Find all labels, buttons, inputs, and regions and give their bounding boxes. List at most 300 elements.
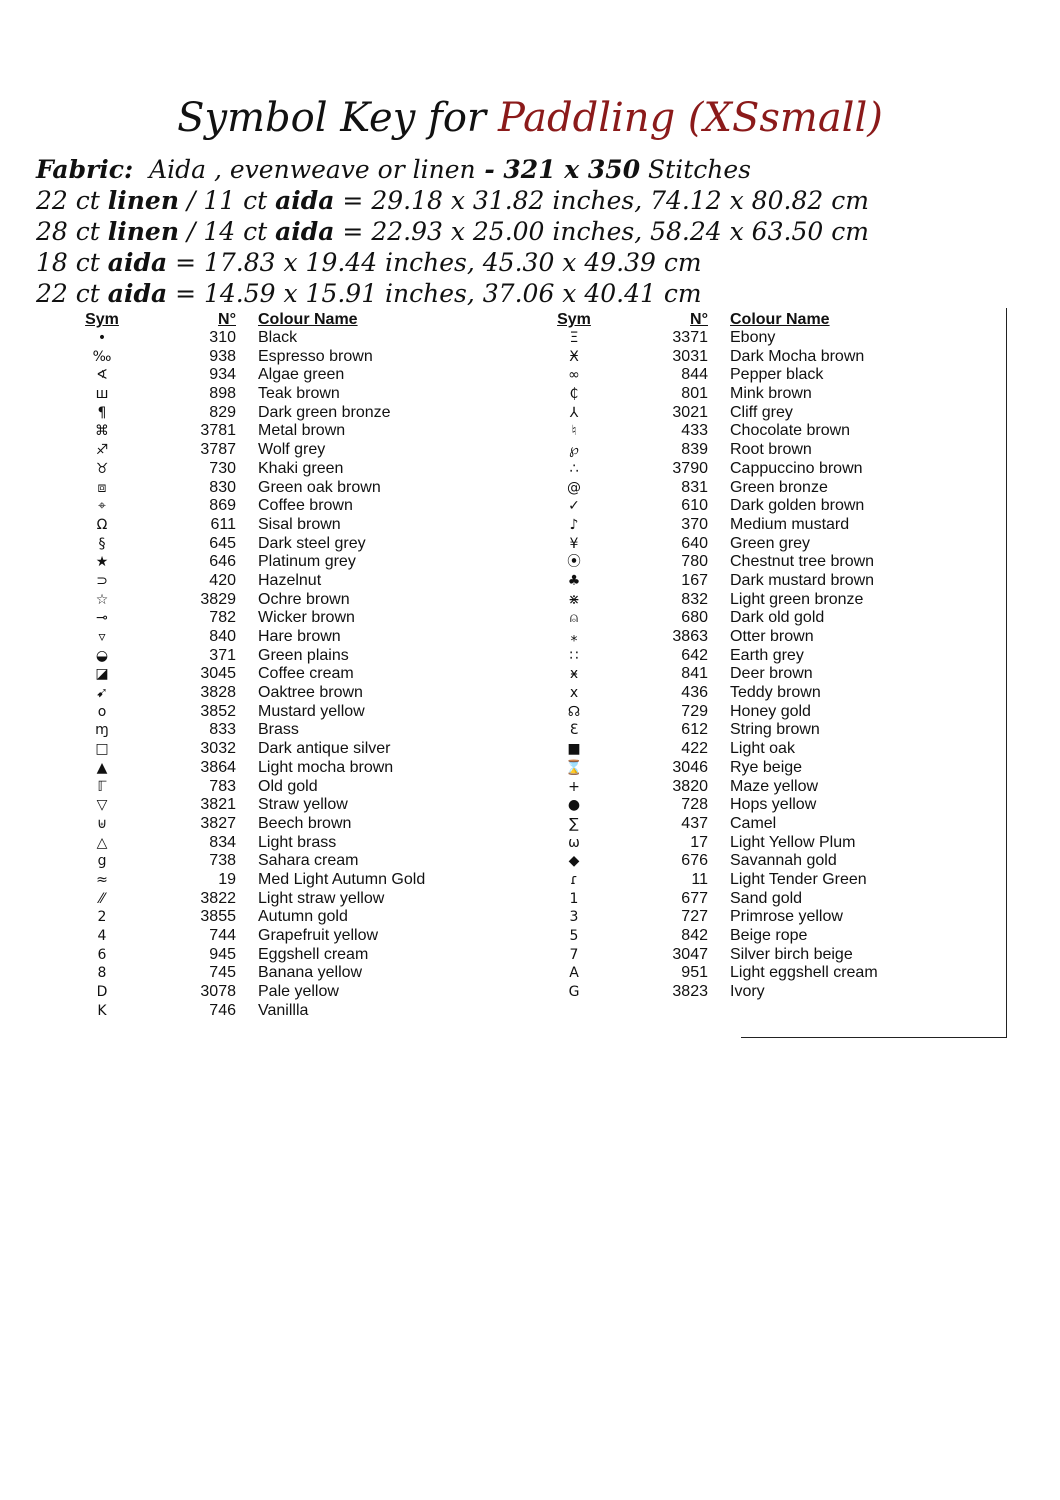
count-text: / 14 ct <box>179 217 276 246</box>
colour-name-cell: Green oak brown <box>258 478 381 496</box>
symbol-cell: 3 <box>569 909 579 926</box>
table-row <box>548 684 990 703</box>
pattern-name: Paddling (XSsmall) <box>498 95 883 141</box>
number-cell: 934 <box>209 366 236 384</box>
number-cell: 3078 <box>200 983 236 1001</box>
number-cell: 938 <box>209 347 236 365</box>
symbol-cell: ⦿ <box>567 554 581 571</box>
table-row <box>76 759 518 778</box>
table-row <box>548 890 990 909</box>
number-cell: 420 <box>209 571 236 589</box>
fabric-aida: aida <box>275 186 335 215</box>
symbol-cell: ⌘ <box>95 423 109 440</box>
colour-name-cell: Algae green <box>258 366 345 384</box>
number-cell: 898 <box>209 385 236 403</box>
colour-name-cell: Light oak <box>730 740 795 758</box>
colour-name-cell: Light Tender Green <box>730 870 867 888</box>
table-row <box>76 647 518 666</box>
symbol-cell: Ӿ <box>569 348 579 365</box>
number-cell: 869 <box>209 497 236 515</box>
colour-name-cell: Brass <box>258 721 299 739</box>
number-cell: 841 <box>681 665 708 683</box>
colour-name-cell: Hazelnut <box>258 571 322 589</box>
table-row <box>548 628 990 647</box>
symbol-cell: ∢ <box>96 367 108 384</box>
number-cell: 3032 <box>200 740 236 758</box>
number-cell: 422 <box>681 740 708 758</box>
symbol-cell: ♉ <box>95 460 109 477</box>
table-row <box>548 703 990 722</box>
table-row <box>76 890 518 909</box>
symbol-cell: ∑ <box>569 815 579 832</box>
number-cell: 829 <box>209 403 236 421</box>
number-cell: 3031 <box>672 347 708 365</box>
symbol-cell: ‰ <box>92 348 112 365</box>
symbol-cell: 4 <box>97 928 107 944</box>
number-cell: 782 <box>209 609 236 627</box>
symbol-cell: K <box>97 1002 107 1019</box>
colour-name-cell: Dark steel grey <box>258 534 366 552</box>
symbol-cell: 1 <box>569 890 579 907</box>
key-header <box>76 310 518 329</box>
colour-name-cell: Chestnut tree brown <box>730 553 875 571</box>
number-cell: 951 <box>681 964 708 982</box>
colour-name-cell: Cliff grey <box>730 403 793 421</box>
symbol-cell: D <box>96 984 108 1001</box>
table-row <box>548 983 990 1002</box>
colour-name-cell: Straw yellow <box>258 796 348 814</box>
table-row <box>76 628 518 647</box>
colour-name-cell: Platinum grey <box>258 553 356 571</box>
fabric-types: Aida , evenweave or linen <box>149 155 476 184</box>
number-cell: 3864 <box>200 758 236 776</box>
symbol-cell: ⁎ <box>570 629 578 645</box>
count-text: 22 ct <box>36 186 108 215</box>
symbol-cell: ₵ <box>569 386 579 403</box>
number-cell: 3046 <box>672 758 708 776</box>
table-row <box>548 404 990 423</box>
table-row <box>76 946 518 965</box>
colour-name-cell: Sahara cream <box>258 852 359 870</box>
dimensions-text: = 22.93 x 25.00 inches, 58.24 x 63.50 cm <box>334 217 869 246</box>
colour-name-cell: Vanillla <box>258 1001 309 1019</box>
colour-name-cell: Chocolate brown <box>730 422 851 440</box>
symbol-cell: ⧈ <box>97 479 107 496</box>
symbol-cell: 8 <box>97 965 107 982</box>
colour-name-cell: Light brass <box>258 833 337 851</box>
number-cell: 801 <box>681 385 708 403</box>
table-row <box>548 946 990 965</box>
colour-name-cell: Pale yellow <box>258 983 339 1001</box>
border-line <box>741 1037 1007 1038</box>
colour-name-cell: Green grey <box>730 534 811 552</box>
number-cell: 436 <box>681 684 708 702</box>
number-cell: 3790 <box>672 459 708 477</box>
number-cell: 3823 <box>672 983 708 1001</box>
table-row <box>548 422 990 441</box>
table-row <box>76 366 518 385</box>
number-cell: 17 <box>690 833 708 851</box>
symbol-cell: ш <box>95 386 109 403</box>
number-cell: 310 <box>209 329 236 346</box>
table-row <box>76 591 518 610</box>
table-row <box>548 366 990 385</box>
symbol-cell: ∞ <box>568 367 580 384</box>
table-row <box>548 516 990 535</box>
colour-name-cell: Sisal brown <box>258 515 341 533</box>
table-row <box>76 927 518 946</box>
fabric-aida: aida <box>275 217 335 246</box>
symbol-cell: ★ <box>95 554 109 571</box>
header-sym: Sym <box>85 311 119 328</box>
number-cell: 437 <box>681 814 708 832</box>
symbol-cell: ■ <box>567 741 581 758</box>
colour-name-cell: Autumn gold <box>258 908 348 926</box>
table-row <box>76 572 518 591</box>
fabric-linen: linen <box>107 217 180 246</box>
colour-name-cell: String brown <box>730 721 820 739</box>
number-cell: 738 <box>209 852 236 870</box>
number-cell: 3021 <box>672 403 708 421</box>
symbol-cell: ◒ <box>95 647 109 664</box>
number-cell: 3855 <box>200 908 236 926</box>
table-row <box>76 778 518 797</box>
table-row <box>548 740 990 759</box>
colour-name-cell: Savannah gold <box>730 852 837 870</box>
symbol-cell: ⅄ <box>569 404 579 421</box>
symbol-cell: x <box>569 685 579 702</box>
symbol-cell: ℾ <box>97 778 107 795</box>
table-row <box>76 404 518 423</box>
symbol-cell: ɱ <box>95 722 109 739</box>
colour-name-cell: Root brown <box>730 441 812 459</box>
symbol-cell: ♪ <box>569 516 579 533</box>
symbol-cell: 2 <box>97 909 107 926</box>
table-row <box>76 535 518 554</box>
table-row <box>76 553 518 572</box>
number-cell: 3822 <box>200 889 236 907</box>
number-cell: 371 <box>209 646 236 664</box>
page-title <box>0 92 1060 144</box>
colour-name-cell: Dark Mocha brown <box>730 347 865 365</box>
table-row <box>76 703 518 722</box>
number-cell: 746 <box>209 1001 236 1019</box>
symbol-cell: @ <box>567 479 581 496</box>
colour-name-cell: Green bronze <box>730 478 828 496</box>
fabric-line <box>36 154 1036 185</box>
size-line-4 <box>36 278 1036 309</box>
table-row <box>76 834 518 853</box>
number-cell: 3787 <box>200 441 236 459</box>
table-row <box>548 759 990 778</box>
table-row <box>548 591 990 610</box>
dimensions-text: = 17.83 x 19.44 inches, 45.30 x 49.39 cm <box>167 248 702 277</box>
table-row <box>548 497 990 516</box>
colour-name-cell: Old gold <box>258 777 318 795</box>
colour-name-cell: Coffee cream <box>258 665 354 683</box>
colour-name-cell: Hops yellow <box>730 796 817 814</box>
table-row <box>548 721 990 740</box>
fabric-info <box>36 154 1036 309</box>
number-cell: 3781 <box>200 422 236 440</box>
symbol-cell: ● <box>567 797 581 814</box>
table-row <box>76 684 518 703</box>
number-cell: 832 <box>681 590 708 608</box>
number-cell: 744 <box>209 927 236 944</box>
number-cell: 833 <box>209 721 236 739</box>
symbol-cell: ց <box>97 853 107 870</box>
colour-name-cell: Wicker brown <box>258 609 355 627</box>
number-cell: 839 <box>681 441 708 459</box>
colour-name-cell: Honey gold <box>730 702 811 720</box>
number-cell: 646 <box>209 553 236 571</box>
symbol-cell: ⍝ <box>569 610 579 627</box>
colour-name-cell: Primrose yellow <box>730 908 843 926</box>
symbol-cell: Ɛ <box>569 722 579 739</box>
number-cell: 840 <box>209 628 236 645</box>
number-cell: 3852 <box>200 702 236 720</box>
symbol-cell: ▲ <box>96 759 108 776</box>
number-cell: 370 <box>681 515 708 533</box>
table-row <box>76 815 518 834</box>
symbol-cell: ▽ <box>96 797 108 814</box>
table-row <box>76 740 518 759</box>
symbol-cell: ɾ <box>570 871 578 888</box>
symbol-cell: 5 <box>569 928 579 944</box>
number-cell: 610 <box>681 497 708 515</box>
symbol-cell: 6 <box>97 946 107 963</box>
colour-name-cell: Light straw yellow <box>258 889 385 907</box>
table-row <box>548 796 990 815</box>
colour-name-cell: Eggshell cream <box>258 945 369 963</box>
colour-name-cell: Khaki green <box>258 459 344 477</box>
symbol-cell: ∴ <box>569 460 579 477</box>
number-cell: 727 <box>681 908 708 926</box>
table-row <box>76 609 518 628</box>
colour-name-cell: Camel <box>730 814 777 832</box>
symbol-key-left <box>76 310 518 1020</box>
colour-name-cell: Otter brown <box>730 628 814 645</box>
table-row <box>76 1002 518 1021</box>
key-header <box>548 310 990 329</box>
symbol-cell: □ <box>95 741 109 758</box>
colour-name-cell: Dark golden brown <box>730 497 865 515</box>
table-row <box>548 609 990 628</box>
title-prefix: Symbol Key for <box>177 95 487 141</box>
symbol-cell: ⊎ <box>96 815 108 832</box>
colour-name-cell: Wolf grey <box>258 441 326 459</box>
number-cell: 729 <box>681 702 708 720</box>
symbol-cell: ◪ <box>95 666 109 683</box>
table-row <box>548 871 990 890</box>
colour-name-cell: Sand gold <box>730 889 803 907</box>
fabric-label: Fabric: <box>36 155 134 184</box>
number-cell: 844 <box>681 366 708 384</box>
count-text: 28 ct <box>36 217 108 246</box>
number-cell: 728 <box>681 796 708 814</box>
table-row <box>76 422 518 441</box>
table-row <box>548 553 990 572</box>
symbol-cell: ♐ <box>95 442 109 459</box>
symbol-cell: ➹ <box>96 685 108 702</box>
colour-name-cell: Earth grey <box>730 646 804 664</box>
symbol-cell: △ <box>96 834 108 851</box>
stitch-size: 321 x 350 <box>503 155 641 184</box>
table-row <box>548 834 990 853</box>
number-cell: 3863 <box>672 628 708 645</box>
table-row <box>76 908 518 927</box>
colour-name-cell: Grapefruit yellow <box>258 927 379 944</box>
table-row <box>76 497 518 516</box>
colour-name-cell: Dark old gold <box>730 609 825 627</box>
number-cell: 167 <box>681 571 708 589</box>
symbol-cell: ω <box>568 834 580 851</box>
number-cell: 642 <box>681 646 708 664</box>
colour-name-cell: Coffee brown <box>258 497 353 515</box>
stitch-unit: Stitches <box>640 155 751 184</box>
symbol-cell: ⌖ <box>98 498 106 515</box>
table-row <box>76 348 518 367</box>
number-cell: 730 <box>209 459 236 477</box>
colour-name-cell: Maze yellow <box>730 777 819 795</box>
number-cell: 3371 <box>672 329 708 346</box>
table-row <box>548 927 990 946</box>
symbol-cell: ⊃ <box>96 572 108 589</box>
table-row <box>548 665 990 684</box>
number-cell: 611 <box>210 515 236 533</box>
number-cell: 3827 <box>200 814 236 832</box>
fabric-aida: aida <box>107 279 168 308</box>
colour-name-cell: Light Yellow Plum <box>730 833 856 851</box>
colour-name-cell: Dark antique silver <box>258 740 391 758</box>
table-row <box>548 815 990 834</box>
symbol-cell: ♣ <box>567 572 581 589</box>
colour-name-cell: Metal brown <box>258 422 346 440</box>
table-row <box>548 329 990 348</box>
symbol-key-right <box>548 310 990 1002</box>
table-row <box>76 460 518 479</box>
colour-name-cell: Dark mustard brown <box>730 571 875 589</box>
colour-name-cell: Ebony <box>730 329 776 346</box>
number-cell: 834 <box>209 833 236 851</box>
colour-name-cell: Rye beige <box>730 758 803 776</box>
table-row <box>548 852 990 871</box>
number-cell: 830 <box>209 478 236 496</box>
table-row <box>76 796 518 815</box>
header-name: Colour Name <box>258 311 358 328</box>
number-cell: 3821 <box>200 796 236 814</box>
table-row <box>548 348 990 367</box>
colour-name-cell: Medium mustard <box>730 515 850 533</box>
colour-name-cell: Pepper black <box>730 366 824 384</box>
table-row <box>76 441 518 460</box>
count-text: / 11 ct <box>179 186 276 215</box>
symbol-cell: ¶ <box>97 404 107 421</box>
symbol-cell: • <box>97 330 107 346</box>
number-cell: 19 <box>218 870 236 888</box>
symbol-cell: ⌛ <box>565 759 583 776</box>
symbol-cell: ▿ <box>98 629 106 645</box>
border-line <box>1006 308 1007 1038</box>
symbol-cell: 7 <box>569 946 579 963</box>
table-row <box>548 479 990 498</box>
colour-name-cell: Hare brown <box>258 628 341 645</box>
number-cell: 842 <box>681 927 708 944</box>
symbol-cell: Ω <box>96 516 108 533</box>
size-line-2 <box>36 216 1036 247</box>
colour-name-cell: Ivory <box>730 983 765 1001</box>
number-cell: 612 <box>681 721 708 739</box>
number-cell: 3820 <box>672 777 708 795</box>
colour-name-cell: Black <box>258 329 298 346</box>
number-cell: 3045 <box>200 665 236 683</box>
number-cell: 640 <box>681 534 708 552</box>
number-cell: 3829 <box>200 590 236 608</box>
symbol-cell: ☊ <box>567 703 581 720</box>
number-cell: 677 <box>681 889 708 907</box>
number-cell: 945 <box>209 945 236 963</box>
symbol-cell: ♮ <box>571 423 577 440</box>
colour-name-cell: Green plains <box>258 646 349 664</box>
table-row <box>548 964 990 983</box>
symbol-cell: + <box>568 778 580 795</box>
number-cell: 3828 <box>200 684 236 702</box>
size-line-3 <box>36 247 1036 278</box>
symbol-cell: ℘ <box>569 442 579 459</box>
colour-name-cell: Teak brown <box>258 385 340 403</box>
fabric-linen: linen <box>107 186 180 215</box>
table-row <box>548 778 990 797</box>
number-cell: 433 <box>681 422 708 440</box>
table-row <box>76 385 518 404</box>
number-cell: 680 <box>681 609 708 627</box>
colour-name-cell: Deer brown <box>730 665 813 683</box>
count-text: 18 ct <box>36 248 108 277</box>
fabric-aida: aida <box>107 248 168 277</box>
number-cell: 783 <box>209 777 236 795</box>
table-row <box>76 852 518 871</box>
table-row <box>548 572 990 591</box>
number-cell: 3047 <box>672 945 708 963</box>
colour-name-cell: Dark green bronze <box>258 403 391 421</box>
colour-name-cell: Cappuccino brown <box>730 459 863 477</box>
table-row <box>76 964 518 983</box>
number-cell: 745 <box>209 964 236 982</box>
table-row <box>76 329 518 348</box>
symbol-cell: ☆ <box>95 591 109 608</box>
colour-name-cell: Med Light Autumn Gold <box>258 870 426 888</box>
colour-name-cell: Teddy brown <box>730 684 821 702</box>
table-row <box>548 647 990 666</box>
colour-name-cell: Banana yellow <box>258 964 363 982</box>
table-row <box>548 385 990 404</box>
colour-name-cell: Oaktree brown <box>258 684 363 702</box>
table-row <box>548 535 990 554</box>
symbol-cell: ◆ <box>568 853 580 870</box>
colour-name-cell: Light eggshell cream <box>730 964 878 982</box>
colour-name-cell: Mink brown <box>730 385 812 403</box>
count-text: 22 ct <box>36 279 108 308</box>
symbol-cell: o <box>97 703 107 720</box>
table-row <box>548 908 990 927</box>
symbol-cell: Ξ <box>569 330 579 346</box>
size-line-1 <box>36 185 1036 216</box>
table-row <box>76 721 518 740</box>
number-cell: 645 <box>209 534 236 552</box>
colour-name-cell: Silver birch beige <box>730 945 853 963</box>
header-num: N° <box>218 311 236 328</box>
table-row <box>548 460 990 479</box>
